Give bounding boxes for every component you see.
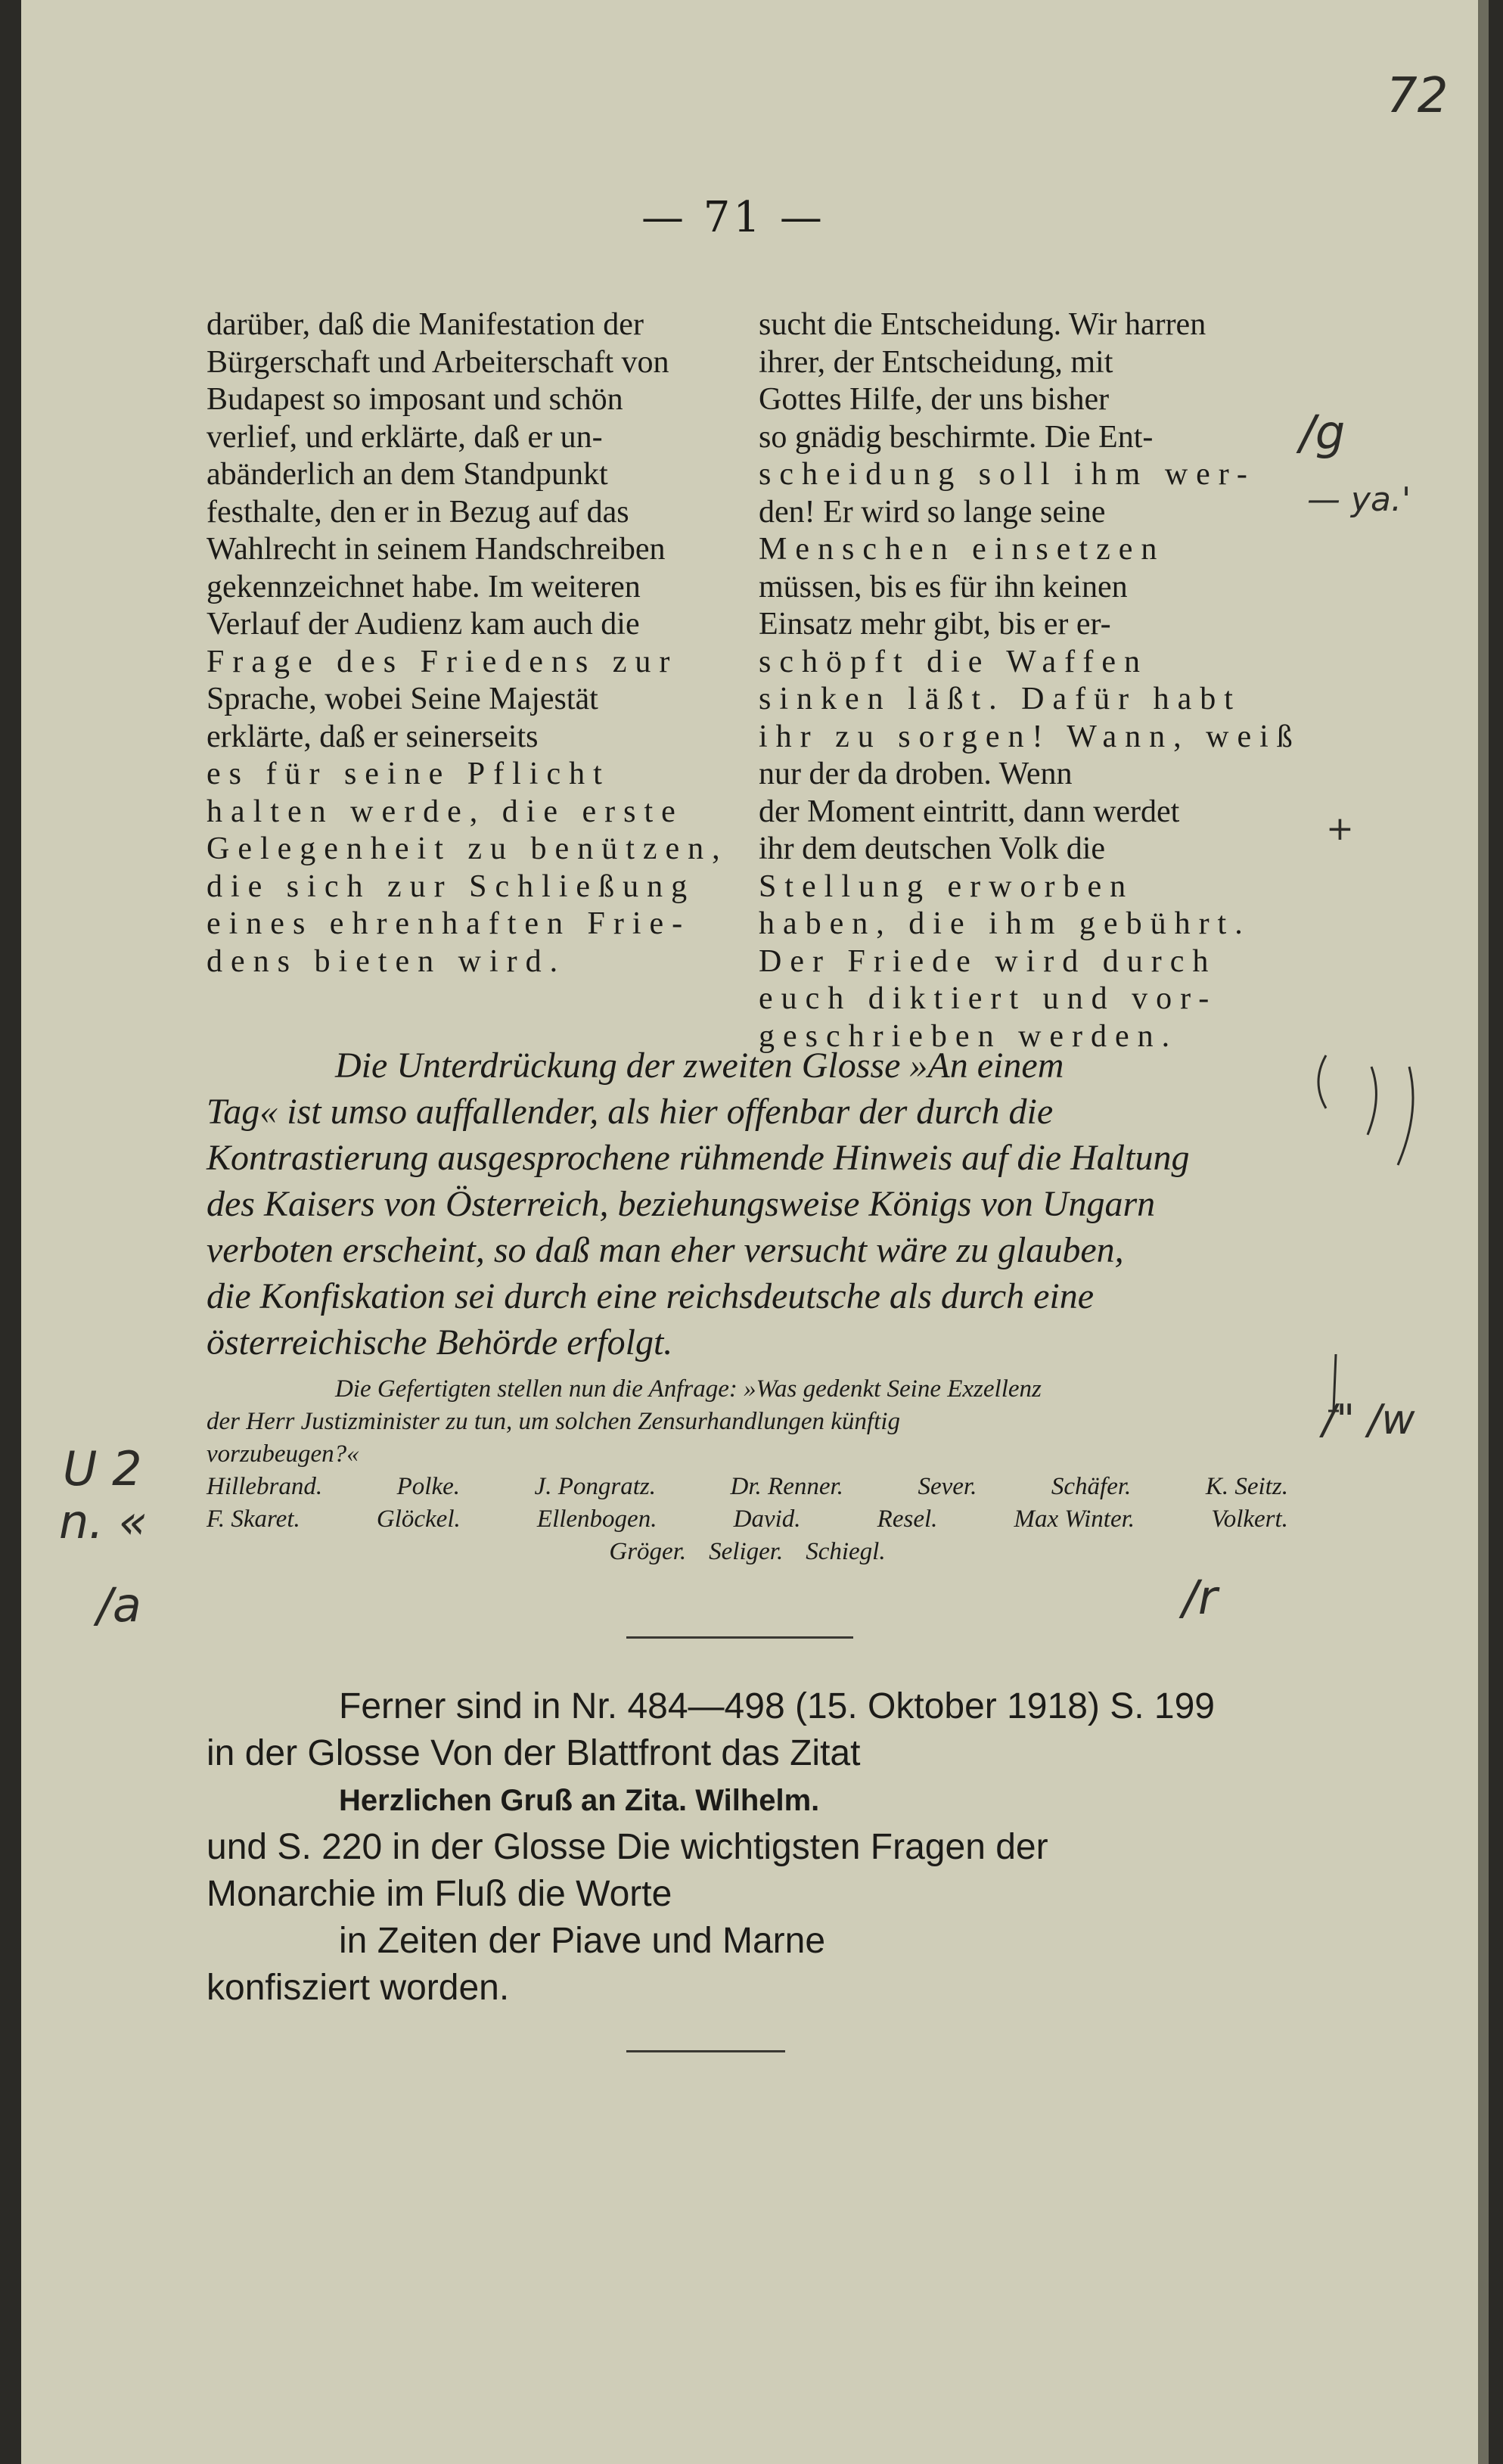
signatory: Dr. Renner. <box>730 1473 843 1500</box>
text-line: Tag« ist umso auffallender, als hier offenbar der durch die <box>207 1092 1054 1132</box>
text-line: euch diktiert und vor- <box>759 981 1218 1016</box>
text-line: in der Glosse Von der Blattfront das Zitat <box>207 1733 861 1773</box>
text-line: sinken läßt. Dafür habt <box>759 682 1241 716</box>
text-line: und S. 220 in der Glosse Die wichtigsten Fragen der <box>207 1827 1048 1867</box>
signatory: J. Pongratz. <box>534 1473 656 1500</box>
right-column <box>759 306 1301 1055</box>
bracket-mark <box>1368 1067 1376 1135</box>
signatory: Ellenbogen. <box>536 1505 657 1533</box>
text-line: die sich zur Schließung <box>207 868 696 904</box>
text-line: Budapest so imposant und schön <box>207 382 623 417</box>
signatory: F. Skaret. <box>207 1505 300 1533</box>
text-line: halten werde, die erste <box>207 794 684 829</box>
text-line: Gottes Hilfe, der uns bisher <box>759 382 1110 417</box>
margin-note: /a <box>97 1577 141 1633</box>
text-line: Menschen einsetzen <box>759 532 1166 567</box>
text-line: der Herr Justizminister zu tun, um solchen Zensurhandlungen künftig <box>207 1408 900 1435</box>
signatory: Polke. <box>396 1473 460 1500</box>
text-line: verlief, und erklärte, daß er un- <box>207 419 603 455</box>
left-column <box>207 306 728 980</box>
text-line: festhalte, den er in Bezug auf das <box>207 494 629 530</box>
text-line: in Zeiten der Piave und Marne <box>339 1921 826 1961</box>
separator-rule <box>626 1636 853 1639</box>
text-line: konfisziert worden. <box>207 1968 510 2008</box>
text-line: Frage des Friedens zur <box>207 644 679 679</box>
text-line: müssen, bis es für ihn keinen <box>759 569 1128 604</box>
italic-paragraph <box>207 1042 1288 1366</box>
text-line: Sprache, wobei Seine Majestät <box>207 682 598 716</box>
text-line: ihrer, der Entscheidung, mit <box>759 344 1113 380</box>
text-line: schöpft die Waffen <box>759 644 1148 679</box>
text-line: ihr zu sorgen! Wann, weiß <box>759 719 1301 754</box>
signatory-row <box>207 1471 1288 1503</box>
text-line: Monarchie im Fluß die Worte <box>207 1874 672 1914</box>
text-line: Kontrastierung ausgesprochene rühmende Hinweis auf die Haltung <box>207 1138 1190 1178</box>
margin-note: + <box>1326 809 1354 848</box>
text-line: Der Friede wird durch <box>759 943 1217 979</box>
page-number: — 71 — <box>641 193 825 242</box>
signatory: Volkert. <box>1211 1505 1288 1533</box>
text-line: Wahlrecht in seinem Handschreiben <box>207 532 666 567</box>
text-line: Die Unterdrückung der zweiten Glosse »An einem <box>335 1046 1064 1086</box>
text-line: verboten erscheint, so daß man eher versucht wäre zu glauben, <box>207 1230 1124 1270</box>
signatory-row <box>207 1536 1288 1568</box>
inquiry-block <box>207 1373 1288 1568</box>
text-line: erklärte, daß er seinerseits <box>207 719 539 754</box>
text-line: den! Er wird so lange seine <box>759 494 1106 530</box>
text-line: Einsatz mehr gibt, bis er er- <box>759 607 1111 642</box>
signatory: K. Seitz. <box>1205 1473 1288 1500</box>
text-line: geschrieben werden. <box>759 1018 1178 1054</box>
sheet-number: 72 <box>1387 68 1449 124</box>
margin-note: U 2 <box>63 1441 142 1496</box>
text-line: Stellung erworben <box>759 868 1135 904</box>
text-line: eines ehrenhaften Frie- <box>207 906 691 941</box>
signatory: Schäfer. <box>1051 1473 1132 1500</box>
text-line: so gnädig beschirmte. Die Ent- <box>759 419 1154 455</box>
text-line: österreichische Behörde erfolgt. <box>207 1322 673 1363</box>
text-line: der Moment eintritt, dann werdet <box>759 794 1180 829</box>
margin-note: /g <box>1300 405 1346 460</box>
text-line: die Konfiskation sei durch eine reichsdeutsche als durch eine <box>207 1276 1095 1316</box>
text-line: haben, die ihm gebührt. <box>759 906 1251 941</box>
margin-note: /r <box>1182 1570 1218 1625</box>
text-line: Die Gefertigten stellen nun die Anfrage: »Was gedenkt Seine Exzellenz <box>335 1375 1042 1403</box>
signatory-row <box>207 1503 1288 1536</box>
text-line: des Kaisers von Österreich, beziehungsweise Königs von Ungarn <box>207 1184 1156 1224</box>
text-line: Ferner sind in Nr. 484—498 (15. Oktober 1918) S. 199 <box>339 1686 1215 1726</box>
margin-note: n. « <box>59 1494 148 1549</box>
signatory: Sever. <box>918 1473 977 1500</box>
separator-rule <box>626 2050 785 2052</box>
signatory: Resel. <box>877 1505 938 1533</box>
signatory: Glöckel. <box>376 1505 461 1533</box>
greeting-line: Herzlichen Gruß an Zita. Wilhelm. <box>339 1784 820 1817</box>
text-line: Gelegenheit zu benützen, <box>207 831 728 866</box>
margin-note: — ya.' <box>1307 480 1411 519</box>
text-line: darüber, daß die Manifestation der <box>207 307 644 342</box>
text-line: sucht die Entscheidung. Wir harren <box>759 307 1206 342</box>
text-line: dens bieten wird. <box>207 943 567 979</box>
text-line: es für seine Pflicht <box>207 757 610 791</box>
document-page <box>21 0 1481 2464</box>
signatory: Max Winter. <box>1014 1505 1135 1533</box>
text-line: vorzubeugen?« <box>207 1440 359 1468</box>
text-line: scheidung soll ihm wer- <box>759 457 1256 492</box>
signatory: Seliger. <box>709 1538 784 1565</box>
text-line: gekennzeichnet habe. Im weiteren <box>207 569 641 604</box>
bracket-mark <box>1398 1067 1413 1165</box>
text-line: Bürgerschaft und Arbeiterschaft von <box>207 344 669 380</box>
text-line: Verlauf der Audienz kam auch die <box>207 607 640 642</box>
margin-note: /" /w <box>1322 1396 1415 1443</box>
text-line: abänderlich an dem Standpunkt <box>207 457 608 492</box>
signatory: David. <box>733 1505 801 1533</box>
bracket-mark <box>1318 1055 1326 1108</box>
text-line: ihr dem deutschen Volk die <box>759 831 1106 866</box>
signatory: Hillebrand. <box>207 1473 323 1500</box>
signatory: Gröger. <box>609 1538 687 1565</box>
signatory: Schiegl. <box>806 1538 886 1565</box>
closing-block <box>207 1683 1288 2012</box>
text-line: nur der da droben. Wenn <box>759 757 1073 791</box>
